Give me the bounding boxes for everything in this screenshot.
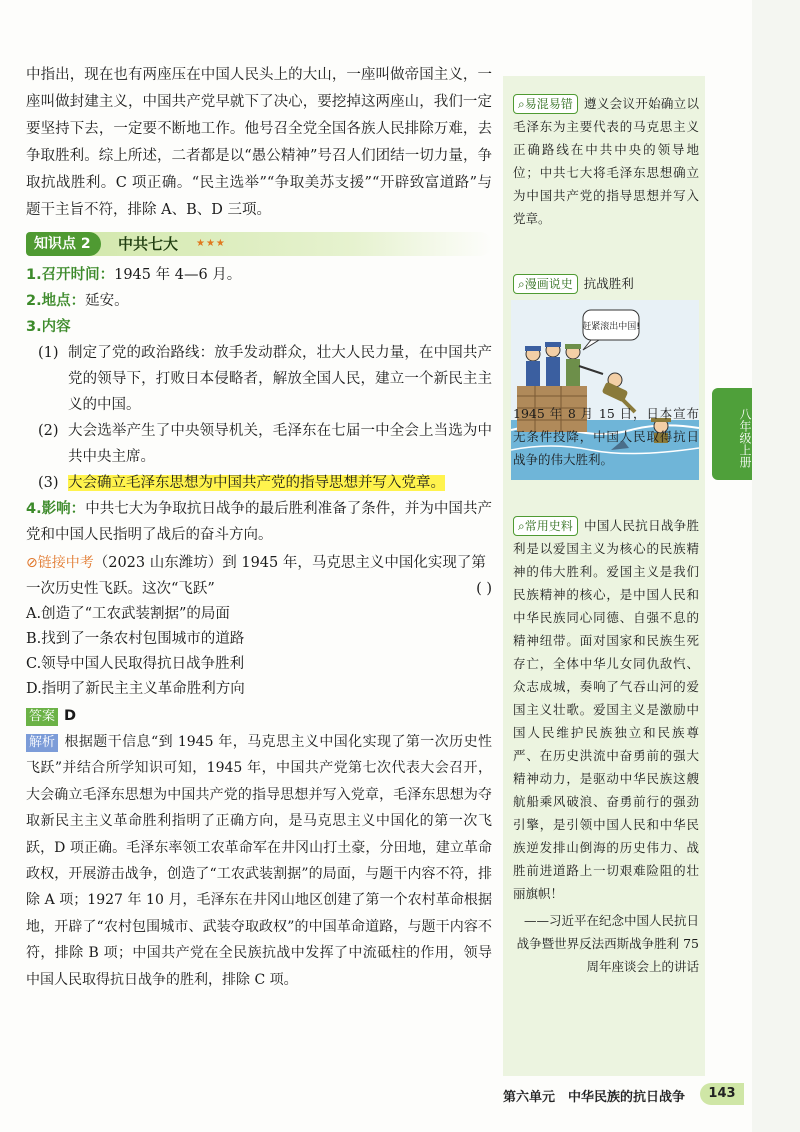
section-impact-text: 中共七大为争取抗日战争的最后胜利准备了条件，并为中国共产党和中国人民指明了战后的奋斗方向。 <box>26 501 492 543</box>
soldier <box>525 346 541 386</box>
knowledge-point-title: 中共七大 <box>118 235 179 253</box>
highlighted-text: 大会确立毛泽东思想为中国共产党的指导思想并写入党章。 <box>68 475 445 491</box>
explanation-label: 解析 <box>26 734 58 752</box>
explanation-text: 根据题干信息“到 1945 年，马克思主义中国化实现了第一次历史性飞跃”并结合所学知识可知，1945 年，中国共产党第七次代表大会召开，大会确立毛泽东思想为中国共产党的指导思想并写入党章，毛泽东思想为夺取新民主主义革命胜利指明了正确方向，是马克思主义中国化的第一次飞跃，D 项正确。毛泽东率领工农革命军在井冈山打土豪，分田地，建立革命政权，开展游击战争，创造了“工农武装割据”的局面，与题干内容不符，排除 A 项；1927 年 10 月，毛泽东在井冈山地区创建了第一个农村革命根据地，开辟了“农村包围城市、武装夺取政权”的中国革命道路，与题干内容不符，排除 B 项；中国共产党在全民族抗战中发挥了中流砥柱的作用，领导中国人民取得抗日战争的胜利，排除 C 项。 <box>26 734 492 988</box>
source-badge: ⌕常用史料 <box>513 516 578 536</box>
page-number: 143 <box>700 1083 744 1105</box>
answer-label: 答案 <box>26 708 58 726</box>
star-rating: ★★★ <box>196 238 226 249</box>
explanation <box>26 729 492 993</box>
page-edge <box>752 0 800 1132</box>
link-exam-label: 链接中考 <box>37 555 94 571</box>
answer-paren: ( ) <box>476 581 492 597</box>
grade-tab: 八年级上册 <box>712 388 752 480</box>
confuse-box <box>513 92 699 230</box>
knowledge-point-header <box>26 232 492 256</box>
answer-row <box>26 704 492 729</box>
answer-value: D <box>64 708 77 724</box>
section-place-label: 2.地点： <box>26 293 86 309</box>
link-icon: ⊘ <box>26 555 38 571</box>
section-time-label: 1.召开时间： <box>26 267 115 283</box>
section-time-text: 1945 年 4—6 月。 <box>114 267 242 283</box>
comic-caption-box <box>513 402 699 471</box>
comic-caption: 1945 年 8 月 15 日，日本宣布无条件投降，中国人民取得抗日战争的伟大胜利。 <box>513 406 699 467</box>
soldier <box>545 342 561 386</box>
exam-stem: （2023 山东潍坊）到 1945 年，马克思主义中国化实现了第一次历史性飞跃。这次“飞跃” <box>26 555 486 597</box>
section-place <box>26 288 492 314</box>
search-icon: ⌕ <box>518 519 525 533</box>
content-item-highlighted: (3) 大会确立毛泽东思想为中国共产党的指导思想并写入党章。 <box>38 475 445 491</box>
option-a: A.创造了“工农武装割据”的局面 <box>26 606 230 622</box>
confuse-text: 遵义会议开始确立以毛泽东为主要代表的马克思主义正确路线在中共中央的领导地位；中共七大将毛泽东思想确立为中国共产党的指导思想并写入党章。 <box>513 96 699 226</box>
content-item: (1) 制定了党的政治路线：放手发动群众，壮大人民力量，在中国共产党的领导下，打败日本侵略者，解放全国人民，建立一个新民主主义的中国。 <box>38 345 492 413</box>
source-box <box>513 514 699 978</box>
option-c: C.领导中国人民取得抗日战争胜利 <box>26 656 245 672</box>
option-b: B.找到了一条农村包围城市的道路 <box>26 631 245 647</box>
section-impact-label: 4.影响： <box>26 501 86 517</box>
intro-paragraph: 中指出，现在也有两座压在中国人民头上的大山，一座叫做帝国主义，一座叫做封建主义，中国共产党早就下了决心，要挖掉这两座山，我们一定要坚持下去，一定要不断地工作。他号召全党全国各族人民排除万难，去争取胜利。综上所述，二者都是以“愚公精神”号召人们团结一切力量，争取抗战胜利。C 项正确。“民主选举”“争取美苏支援”“开辟致富道路”与题干主旨不符，排除 A、B、D 三项。 <box>26 67 492 218</box>
footer-unit: 第六单元 中华民族的抗日战争 <box>503 1090 686 1105</box>
section-content-heading: 3.内容 <box>26 319 71 335</box>
comic-box <box>513 272 699 295</box>
content-item: (2) 大会选举产生了中央领导机关，毛泽东在七届一中全会上当选为中共中央主席。 <box>38 423 492 465</box>
sidebar <box>503 76 705 1076</box>
main-column <box>26 62 492 993</box>
section-place-text: 延安。 <box>85 293 129 309</box>
option-d: D.指明了新民主主义革命胜利方向 <box>26 681 245 697</box>
section-impact <box>26 496 492 548</box>
search-icon: ⌕ <box>518 277 525 291</box>
confuse-badge: ⌕易混易错 <box>513 94 578 114</box>
section-time <box>26 262 492 288</box>
exam-question <box>26 550 492 602</box>
knowledge-point-tag: 知识点 2 <box>26 232 101 256</box>
comic-title: 抗战胜利 <box>583 276 634 291</box>
speech-bubble-text: 赶紧滚出中国! <box>582 322 640 332</box>
source-text: 中国人民抗日战争胜利是以爱国主义为核心的民族精神的伟大胜利。爱国主义是我们民族精神的核心，是中国人民和中华民族同心同德、自强不息的精神纽带。面对国家和民族生死存亡，全体中华儿女同仇敌忾、众志成城，奏响了气吞山河的爱国主义壮歌。爱国主义是激励中国人民维护民族独立和民族尊严、在历史洪流中奋勇前的强大精神动力，是驱动中华民族这艘航船乘风破浪、奋勇前行的强劲引擎，是引领中国人民和中华民族逆发排山倒海的历史伟力、战胜前进道路上一切艰难险阻的壮丽旗帜！ <box>513 518 699 901</box>
search-icon: ⌕ <box>518 97 525 111</box>
source-attribution: ——习近平在纪念中国人民抗日战争暨世界反法西斯战争胜利 75 周年座谈会上的讲话 <box>516 913 699 974</box>
comic-badge: ⌕漫画说史 <box>513 274 578 294</box>
